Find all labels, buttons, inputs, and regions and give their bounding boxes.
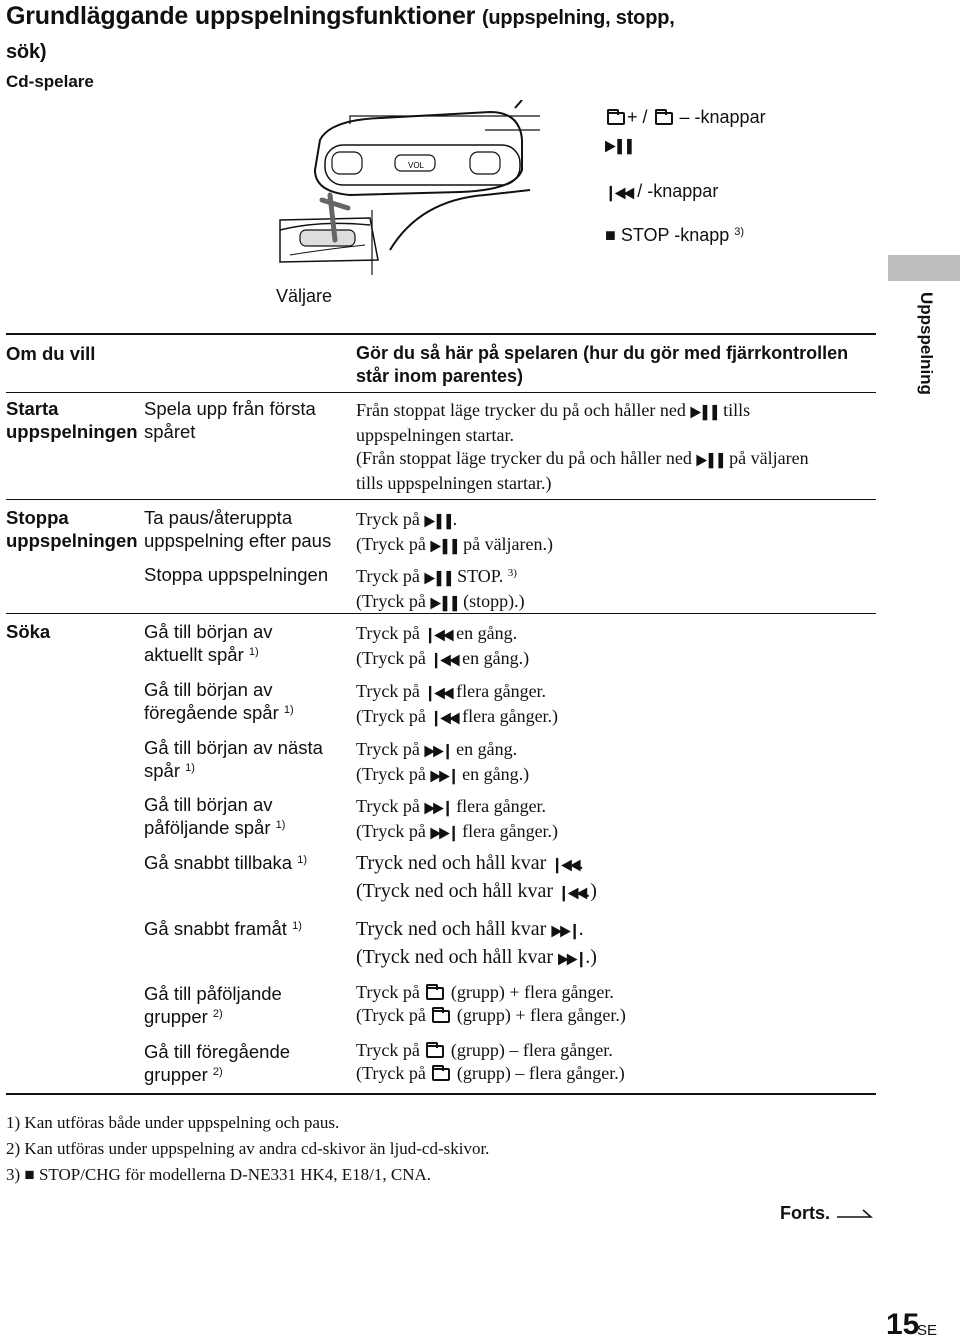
- folder-icon: [426, 1045, 444, 1058]
- table-row: Stoppa uppspelningen: [144, 564, 329, 585]
- title-sub-2: sök): [6, 41, 47, 63]
- table-row: Gå till början av föregående spår $^{1)}$: [144, 679, 294, 723]
- page-number: 15: [886, 1308, 920, 1341]
- play-pause-icon: ▶❚❚: [605, 137, 634, 155]
- vol-label: VOL: [408, 161, 425, 170]
- folder-icon: [432, 1010, 450, 1023]
- stop-icon: ■: [605, 225, 616, 245]
- table-top-rule: [6, 333, 876, 335]
- table-row: Starta uppspelningen: [6, 398, 138, 442]
- selector-label: Väljare: [276, 286, 333, 306]
- next-track-icon: ▶▶❙: [430, 824, 458, 842]
- prev-track-icon: ❙◀◀: [558, 884, 586, 902]
- play-pause-icon: ▶❚❚: [430, 594, 459, 612]
- prev-track-icon: ❙◀◀: [430, 651, 458, 669]
- prev-track-icon: ❙◀◀: [551, 856, 579, 874]
- cd-player-remote-illustration: [260, 100, 540, 290]
- table-bottom-rule: [6, 1093, 876, 1095]
- footnote-2: 2) Kan utföras under uppspelning av andra cd-skivor än ljud-cd-skivor.: [6, 1139, 490, 1158]
- play-pause-icon: ▶❚❚: [696, 451, 725, 469]
- play-pause-callout: [605, 134, 633, 155]
- table-row-rule: [6, 499, 876, 500]
- folder-icon: [432, 1068, 450, 1081]
- prev-track-icon: ❙◀◀: [605, 184, 633, 202]
- folder-icon: [655, 112, 673, 125]
- table-header-rule: [6, 392, 876, 393]
- skip-buttons-callout: ❙◀◀ / -knappar: [605, 181, 719, 202]
- next-track-icon: ▶▶❙: [551, 922, 579, 940]
- continued-label: Forts.: [780, 1203, 875, 1224]
- table-row: Gå till påföljande grupper $^{2)}$: [144, 983, 282, 1027]
- table-row: Gå snabbt tillbaka $^{1)}$: [144, 852, 308, 873]
- table-row: Från stoppat läge trycker du på och håller ned ▶❚❚ tills uppspelningen startar. (Från stoppat läge trycker du på och håller ned ▶❚❚ på väljaren tills uppspelningen startar.): [356, 400, 809, 493]
- table-row: Tryck på ▶▶❙ flera gånger. (Tryck på ▶▶❙ flera gånger.): [356, 795, 876, 845]
- play-pause-icon: ▶❚❚: [424, 512, 453, 530]
- table-row: Gå till början av aktuellt spår $^{1)}$: [144, 621, 273, 665]
- table-row: Tryck ned och håll kvar ❙◀◀. (Tryck ned och håll kvar ❙◀◀.): [356, 850, 876, 906]
- title-main: Grundläggande uppspelningsfunktioner: [6, 2, 476, 30]
- table-row: Tryck på ▶❚❚ STOP. $^{3)}$ (Tryck på ▶❚❚ (stopp).): [356, 565, 876, 615]
- next-track-icon: ▶▶❙: [558, 950, 586, 968]
- play-pause-icon: ▶❚❚: [424, 569, 453, 587]
- next-track-icon: ▶▶❙: [424, 799, 452, 817]
- prev-track-icon: ❙◀◀: [424, 684, 452, 702]
- table-row: Gå till början av nästa spår $^{1)}$: [144, 737, 323, 781]
- next-track-icon: ▶▶❙: [424, 742, 452, 760]
- table-row: Tryck på ▶❚❚. (Tryck på ▶❚❚ på väljaren.): [356, 508, 876, 558]
- table-row: Tryck på (grupp) – flera gånger. (Tryck på (grupp) – flera gånger.): [356, 1040, 625, 1083]
- section-label: Cd-spelare: [6, 72, 94, 91]
- footnote-1: 1) Kan utföras både under uppspelning och paus.: [6, 1113, 340, 1132]
- table-row: Gå snabbt framåt $^{1)}$: [144, 918, 302, 939]
- stop-icon: ■: [24, 1165, 35, 1184]
- stop-button-callout: ■ STOP -knapp $^{3)}$: [605, 225, 745, 245]
- table-row: Tryck på (grupp) + flera gånger. (Tryck på (grupp) + flera gånger.): [356, 982, 626, 1025]
- table-row: Ta paus/återuppta uppspelning efter paus: [144, 507, 332, 551]
- play-pause-icon: ▶❚❚: [690, 403, 719, 421]
- folder-icon: [607, 112, 625, 125]
- table-row: Tryck ned och håll kvar ▶▶❙. (Tryck ned och håll kvar ▶▶❙.): [356, 916, 876, 972]
- page-language: SE: [917, 1322, 938, 1339]
- arrow-right-icon: [835, 1207, 875, 1221]
- table-row: Gå till föregående grupper $^{2)}$: [144, 1041, 291, 1085]
- table-row: Tryck på ❙◀◀ en gång. (Tryck på ❙◀◀ en gång.): [356, 622, 876, 672]
- next-track-icon: ▶▶❙: [430, 767, 458, 785]
- play-pause-icon: ▶❚❚: [430, 537, 459, 555]
- table-row: Tryck på ▶▶❙ en gång. (Tryck på ▶▶❙ en gång.): [356, 738, 876, 788]
- prev-track-icon: ❙◀◀: [430, 709, 458, 727]
- folder-icon: [426, 987, 444, 1000]
- table-row: Tryck på ❙◀◀ flera gånger. (Tryck på ❙◀◀ flera gånger.): [356, 680, 876, 730]
- page-title: [6, 0, 906, 68]
- table-row: Gå till början av påföljande spår $^{1)}$: [144, 794, 286, 838]
- footnote-3: 3) ■ STOP/CHG för modellerna D-NE331 HK4, E18/1, CNA.: [6, 1165, 432, 1184]
- side-tab-label: Uppspelning: [917, 292, 936, 395]
- table-row: Stoppa uppspelningen: [6, 507, 138, 551]
- group-buttons-callout: + / – -knappar: [605, 107, 766, 128]
- column-header-want: Om du vill: [6, 343, 96, 364]
- prev-track-icon: ❙◀◀: [424, 626, 452, 644]
- title-sub: (uppspelning, stopp,: [481, 7, 675, 29]
- table-row: Spela upp från första spåret: [144, 398, 316, 442]
- column-header-how: Gör du så här på spelaren (hur du gör med fjärrkontrollen står inom parentes): [356, 343, 849, 386]
- table-row: Söka: [6, 621, 51, 642]
- side-tab: [888, 255, 960, 281]
